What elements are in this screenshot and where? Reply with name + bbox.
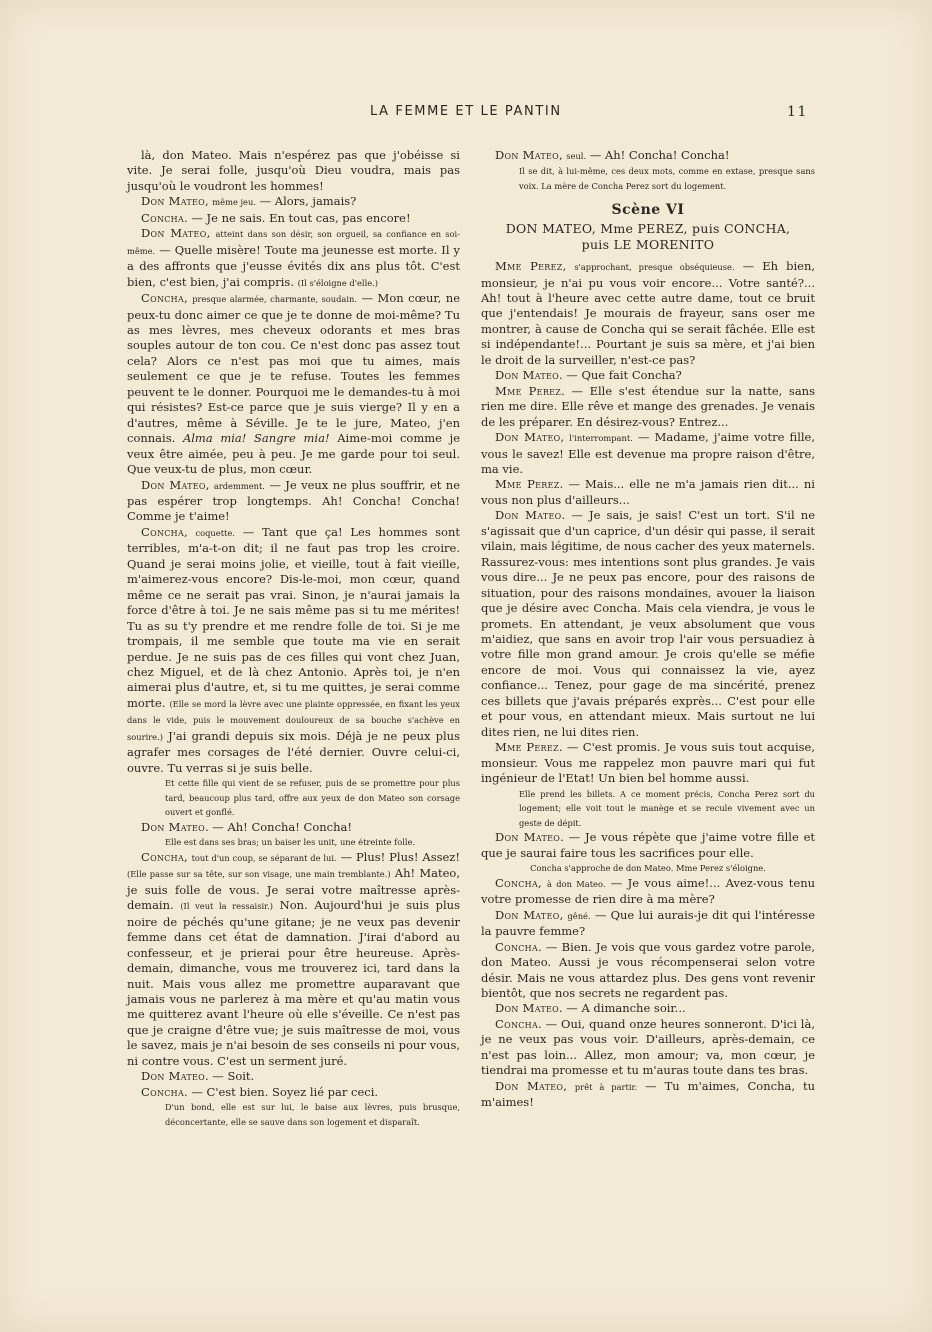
text-run: Et cette fille qui vient de se refuser, puis de se promettre pour plus tard, beaucoup plus tard, offre aux yeux de don Mateo son corsage ouvert et gonflé. xyxy=(165,778,460,818)
inline-direction: (Il s'éloigne d'elle.) xyxy=(297,277,379,288)
text-run: J'ai grandi depuis six mois. Déjà je ne peux plus agrafer mes corsages de l'été dernier. Ouvre celui-ci, ouvre. Tu verras si je suis belle. xyxy=(127,728,460,775)
speaker-name: Mme Perez xyxy=(495,477,560,492)
text-run: Elle prend les billets. A ce moment précis, Concha Perez sort du logement; elle voit tout le manège et se recule vivement avec un geste de dépit. xyxy=(519,788,815,828)
text-run: . — Oui, quand onze heures sonneront. D'ici là, je ne veux pas vous voir. D'ailleurs, après-demain, ce n'est pas loin... Allez, mon amour; va, mon cœur, je tiendrai ma promesse et tu m'auras toute dans tes bras. xyxy=(481,1016,815,1078)
dialogue-paragraph xyxy=(481,908,815,940)
speaker-name: Don Mateo xyxy=(141,819,205,834)
dialogue-paragraph xyxy=(127,148,460,194)
inline-direction: (Elle se mord la lèvre avec une plainte oppressée, en fixant les yeux dans le vide, puis le mouvement douloureux de sa bouche s'achève en sourire.) xyxy=(127,698,460,742)
dialogue-paragraph xyxy=(481,1001,815,1016)
speaker-name: Don Mateo xyxy=(495,368,559,383)
text-run: . — Je vous répète que j'aime votre fille et que je saurai faire tous les sacrifices pour elle. xyxy=(481,830,816,860)
text-run: , xyxy=(560,430,570,445)
dialogue-paragraph xyxy=(127,478,460,525)
text-run: , xyxy=(206,226,216,241)
dialogue-paragraph xyxy=(481,940,815,1002)
stage-direction xyxy=(519,787,815,831)
speaker-name: Concha xyxy=(141,291,185,306)
dialogue-paragraph xyxy=(127,226,460,291)
dialogue-paragraph xyxy=(481,876,815,908)
left-column xyxy=(127,148,460,1129)
dialogue-paragraph xyxy=(127,1085,460,1100)
text-run: — Eh bien, monsieur, je n'ai pu vous voir encore... Votre santé?... Ah! tout à l'heure avec cette autre dame, tout ce bruit que j'entendais! Je mourais de frayeur, sans oser me montrer, à cause de Concha qui se serait fâchée. Elle est si indépendante!... Pourtant je suis sa mère, et j'ai bien le droit de la surveiller, n'est-ce pas? xyxy=(481,259,816,367)
dialogue-paragraph xyxy=(481,148,815,164)
speaker-name: Concha xyxy=(141,210,185,225)
scene-cast-line-1: DON MATEO, Mme PEREZ, puis CONCHA, xyxy=(505,221,791,237)
text-run: Aime-moi comme je veux être aimée, peu à peu. Je me garde pour toi seul. Que veux-tu de plus, mon cœur. xyxy=(127,431,461,477)
dialogue-paragraph xyxy=(127,525,460,776)
text-run: — Ah! Concha! Concha! xyxy=(586,148,730,162)
dialogue-paragraph xyxy=(481,740,815,786)
dialogue-paragraph xyxy=(481,384,815,430)
speaker-name: Concha xyxy=(141,1084,185,1099)
text-run: — Je veux ne plus souffrir, et ne pas espérer trop longtemps. Ah! Concha! Concha! Comme je t'aime! xyxy=(127,477,461,524)
speaker-name: Don Mateo xyxy=(495,1001,559,1016)
dialogue-paragraph xyxy=(127,291,460,477)
text-run: Il se dit, à lui-même, ces deux mots, comme en extase, presque sans voix. La mère de Concha Perez sort du logement. xyxy=(519,166,815,192)
inline-direction: atteint dans son désir, son orgueil, sa confiance en soi-même. xyxy=(127,229,461,256)
speaker-name: Don Mateo xyxy=(495,907,560,922)
stage-direction xyxy=(165,776,460,820)
text-run: Alma mia! Sangre mia! xyxy=(182,431,330,446)
inline-direction: tout d'un coup, se séparant de lui. xyxy=(191,852,337,863)
text-run: D'un bond, elle est sur lui, le baise aux lèvres, puis brusque, déconcertante, elle se sauve dans son logement et disparaît. xyxy=(165,1102,460,1127)
text-run: — Plus! Plus! Assez! xyxy=(336,849,460,864)
speaker-name: Mme Perez xyxy=(495,383,562,398)
dialogue-paragraph xyxy=(481,477,815,508)
text-run: là, don Mateo. Mais n'espérez pas que j'obéisse si vite. Je serai folle, jusqu'où Dieu voudra, mais pas jusqu'où le voudront les hommes! xyxy=(127,148,460,193)
text-run: . — C'est bien. Soyez lié par ceci. xyxy=(184,1084,379,1099)
text-run: . — C'est promis. Je vous suis tout acquise, monsieur. Vous me rappelez mon pauvre mari qui fut ingénieur de l'Etat! Un bien bel homme aussi. xyxy=(481,740,815,786)
text-run: , xyxy=(205,477,214,492)
page-number: 11 xyxy=(787,104,809,120)
inline-direction: ardemment. xyxy=(213,480,265,491)
stage-direction xyxy=(481,861,815,876)
inline-direction: (Il veut la ressaisir.) xyxy=(180,901,274,912)
text-run: , xyxy=(184,291,193,306)
text-run: — Mon cœur, ne peux-tu donc aimer ce que je te donne de moi-même? Tu as mes lèvres, mes cheveux odorants et mes bras souples autour de ton cou. Ce n'est donc pas assez tout cela? Alors ce n'est pas moi que tu aimes, mais seulement ce que je te refuse. Toutes les femmes peuvent te le donner. Pourquoi me le demandes-tu à moi qui résistes? Est-ce parce que je suis vierge? Il y en a d'autres, même à Séville. Je te le jure, Mateo, j'en connais. xyxy=(127,291,461,446)
text-run: — Quelle misère! Toute ma jeunesse est morte. Il y a des affronts que j'eusse évités dix ans plus tôt. C'est bien, c'est bien, j'ai compris. xyxy=(127,242,460,289)
speaker-name: Don Mateo xyxy=(495,148,559,162)
dialogue-paragraph xyxy=(127,850,460,1069)
inline-direction: s'approchant, presque obséquieuse. xyxy=(574,262,735,273)
inline-direction: (Elle passe sur sa tête, sur son visage, une main tremblante.) xyxy=(127,869,391,880)
right-column xyxy=(481,148,815,1111)
text-run: Elle est dans ses bras; un baiser les unit, une étreinte folle. xyxy=(165,837,416,848)
text-run: , xyxy=(538,875,548,890)
dialogue-paragraph xyxy=(481,1017,815,1079)
speaker-name: Concha xyxy=(141,524,185,539)
text-run: — Tant que ça! Les hommes sont terribles, m'a-t-on dit; il ne faut pas trop les croire. Quand je serai moins jolie, et vieille, tout à fait vieille, m'aimerez-vous encore? Dis-le-moi, mon cœur, quand même ce ne serait pas vrai. Sinon, je n'aurai jamais la force d'être à toi. Je ne sais même pas si tu me mérites! Tu as su t'y prendre et me rendre folle de toi. Si je me trompais, il me semble que toute ma vie en serait perdue. Je ne suis pas de ces filles qui vont chez Juan, chez Miguel, et de là chez Antonio. Après toi, je n'en aimerai plus d'autre, et, si tu me quittes, je serai comme morte. xyxy=(127,524,461,710)
speaker-name: Don Mateo xyxy=(495,1078,564,1093)
dialogue-paragraph xyxy=(127,211,460,226)
dialogue-paragraph xyxy=(481,1079,815,1111)
dialogue-paragraph xyxy=(481,259,815,368)
inline-direction: gêné. xyxy=(567,910,591,921)
text-run: — Je vous aime!... Avez-vous tenu votre promesse de rien dire à ma mère? xyxy=(481,875,816,907)
text-run: — Que lui aurais-je dit qui l'intéresse la pauvre femme? xyxy=(481,907,816,939)
speaker-name: Concha xyxy=(495,1016,539,1031)
right-column-body xyxy=(481,259,815,1110)
text-run: . — Ah! Concha! Concha! xyxy=(204,819,353,834)
speaker-name: Concha xyxy=(141,849,185,864)
dialogue-paragraph xyxy=(127,820,460,835)
speaker-name: Mme Perez xyxy=(495,259,563,274)
inline-direction: l'interrompant. xyxy=(569,433,633,444)
scene-title: Scène VI xyxy=(611,201,685,218)
text-run: , xyxy=(558,148,567,162)
stage-direction xyxy=(519,164,815,193)
inline-direction: à don Mateo. xyxy=(547,878,606,889)
text-run: , xyxy=(184,849,192,864)
text-run: — Tu m'aimes, Concha, tu m'aimes! xyxy=(481,1078,815,1110)
inline-direction: presque alarmée, charmante, soudain. xyxy=(192,294,358,305)
speaker-name: Don Mateo xyxy=(141,1069,205,1084)
text-run: Non. Aujourd'hui je suis plus noire de péchés qu'une gitane; je ne veux pas devenir femme dans cet état de damnation. J'irai d'abord au confesseur, et je prierai pour être heureuse. Après-demain, dimanche, vous me trouverez ici, tard dans la nuit. Mais vous allez me promettre auparavant que jamais vous ne parlerez à ma mère et qu'au matin vous me quitterez avant l'heure où elle s'éveille. Ce n'est pas que je craigne d'être vue; je suis maîtresse de moi, vous le savez, mais je n'ai besoin de ses conseils ni pour vous, ni contre vous. C'est un serment juré. xyxy=(127,898,460,1068)
inline-direction: prêt à partir. xyxy=(574,1081,638,1092)
speaker-name: Concha xyxy=(495,875,539,890)
dialogue-paragraph xyxy=(481,508,815,740)
text-run: . — Soit. xyxy=(204,1069,255,1084)
speaker-name: Mme Perez xyxy=(495,740,559,755)
scene-cast-line-2: puis LE MORENITO xyxy=(581,237,715,253)
stage-direction xyxy=(165,1100,460,1129)
text-run: . — Je ne sais. En tout cas, pas encore! xyxy=(184,210,411,225)
text-run: . — Bien. Je vois que vous gardez votre parole, don Mateo. Aussi je vous récompenserai selon votre désir. Mais ne vous attardez plus. Des gens vont revenir bientôt, que nos secrets ne regardent pas. xyxy=(481,939,815,1000)
speaker-name: Concha xyxy=(495,939,539,954)
text-run: Concha s'approche de don Mateo. Mme Perez s'éloigne. xyxy=(530,863,766,874)
inline-direction: seul. xyxy=(566,151,587,161)
text-run: , xyxy=(184,524,196,539)
dialogue-paragraph xyxy=(481,830,815,861)
speaker-name: Don Mateo xyxy=(141,477,206,492)
speaker-name: Don Mateo xyxy=(495,830,561,845)
stage-direction xyxy=(165,835,460,850)
page-header xyxy=(0,104,932,126)
text-run: — Alors, jamais? xyxy=(255,194,357,209)
text-run: . — Mais... elle ne m'a jamais rien dit... ni vous non plus d'ailleurs... xyxy=(481,477,815,507)
text-run: . — Elle s'est étendue sur la natte, sans rien me dire. Elle rêve et mange des grenades. Je venais de les préparer. En désirez-vous? Entrez... xyxy=(481,383,815,429)
dialogue-paragraph xyxy=(481,430,815,477)
inline-direction: coquette. xyxy=(195,527,235,538)
inline-direction: même jeu. xyxy=(212,197,256,208)
dialogue-paragraph xyxy=(127,194,460,210)
scene-cast xyxy=(481,221,815,253)
text-run: , xyxy=(562,259,575,274)
dialogue-paragraph xyxy=(481,368,815,383)
text-run: , xyxy=(204,194,213,209)
right-column-top xyxy=(481,148,815,194)
running-title: LA FEMME ET LE PANTIN xyxy=(370,104,562,119)
speaker-name: Don Mateo xyxy=(495,508,562,523)
text-run: . — Que fait Concha? xyxy=(558,368,682,383)
text-run: , xyxy=(559,907,568,922)
text-run: . — Je sais, je sais! C'est un tort. S'il ne s'agissait que d'un caprice, d'un désir qui passe, il serait vilain, mais légitime, de nous cacher des yeux maternels. Rassurez-vous: mes intentions sont plus grandes. Je vais vous dire... Je ne peux pas encore, pour des raisons de situation, pour des raisons mondaines, avouer la liaison que je désire avec Concha. Mais cela viendra, je vous le promets. En attendant, je veux absolument que vous m'aidiez, que sans en avoir trop l'air vous persuadiez à votre fille mon grand amour. Je crois qu'elle se méfie encore de moi. Vous qui connaissez la vie, ayez confiance... Tenez, pour gage de ma sincérité, prenez ces billets que j'avais préparés exprès... C'est pour elle et pour vous, en attendant mieux. Mais surtout ne lui dites rien, ne lui dites rien. xyxy=(481,508,816,739)
speaker-name: Don Mateo xyxy=(141,226,207,241)
text-run: . — A dimanche soir... xyxy=(558,1001,686,1016)
speaker-name: Don Mateo xyxy=(495,430,561,445)
speaker-name: Don Mateo xyxy=(141,194,205,209)
dialogue-paragraph xyxy=(127,1069,460,1084)
text-run: — Madame, j'aime votre fille, vous le savez! Elle est devenue ma propre raison d'être, ma vie. xyxy=(481,430,816,476)
text-run: , xyxy=(563,1078,575,1093)
text-run: Ah! Mateo, je suis folle de vous. Je serai votre maîtresse après-demain. xyxy=(127,866,460,913)
